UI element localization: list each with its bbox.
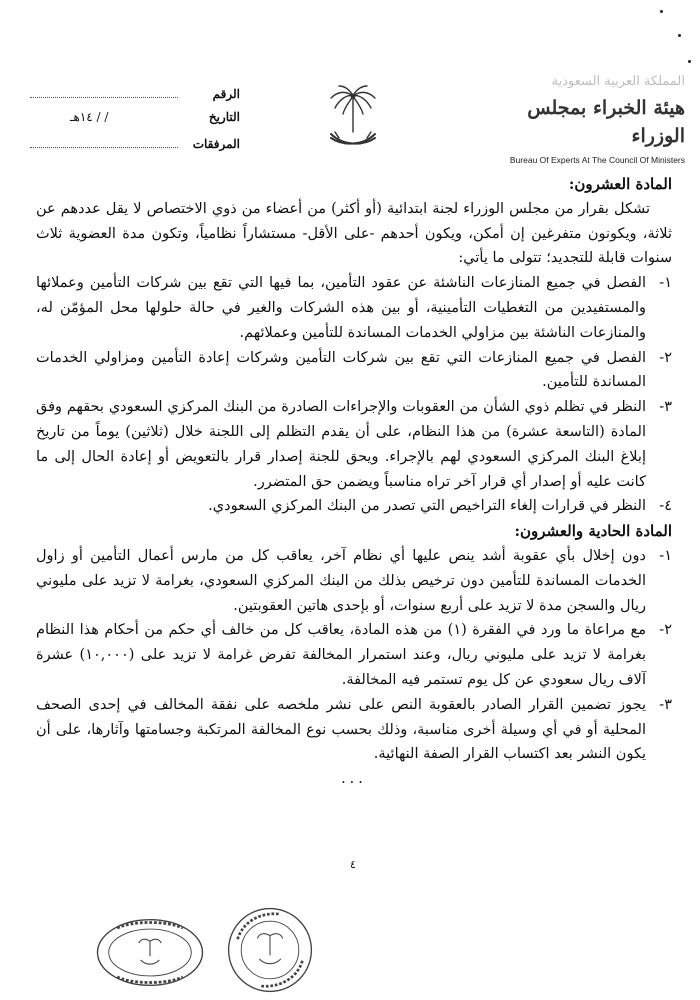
- list-item: [36, 494, 672, 519]
- scan-speck: [678, 34, 681, 37]
- letterhead-country: المملكة العربية السعودية: [551, 74, 685, 89]
- scan-speck: [660, 10, 663, 13]
- document-body: [36, 172, 672, 792]
- list-item: [36, 544, 672, 618]
- article-21-title: المادة الحادية والعشرون:: [514, 522, 672, 541]
- item-number: ١-: [659, 275, 672, 292]
- palm-swords-emblem-icon: [325, 82, 381, 154]
- item-number: ١-: [659, 547, 672, 564]
- item-text: مع مراعاة ما ورد في الفقرة (١) من هذه المادة، يعاقب كل من خالف أي حكم من أحكام هذا النظام بغرامة لا تزيد على مليوني ريال، وعند استمرار المخالفة تفرض غرامة لا تزيد على (١٠,٠٠٠) عشرة آلاف ريال سعودي عن كل يوم تستمر فيه المخالفة.: [36, 622, 646, 688]
- letter-meta-fields: [30, 85, 240, 160]
- article-20-intro: تشكل بقرار من مجلس الوزراء لجنة ابتدائية (أو أكثر) من أعضاء من ذوي الاختصاص لا يقل عددهم عن ثلاثة، ويكونون متفرغين إن أمكن، ويكون أحدهم -على الأقل- مستشاراً نظامياً، وتكون مدة العضوية ثلاث سنوات قابلة للتجديد؛ تتولى ما يأتي:: [36, 200, 672, 267]
- item-text: النظر في قرارات إلغاء التراخيص التي تصدر من البنك المركزي السعودي.: [208, 498, 646, 515]
- item-text: الفصل في جميع المنازعات التي تقع بين شركات التأمين وشركات إعادة التأمين ومزاولي الخدمات المساندة للتأمين.: [36, 349, 646, 391]
- item-text: دون إخلال بأي عقوبة أشد ينص عليها أي نظام آخر، يعاقب كل من مارس أعمال التأمين أو زاول الخدمات المساندة للتأمين دون ترخيص بذلك من البنك المركزي السعودي، بغرامة لا تزيد على مليوني ريال والسجن مدة لا تزيد على أربع سنوات، أو بإحدى هاتين العقوبتين.: [36, 547, 646, 614]
- reference-label: الرقم: [212, 87, 240, 101]
- attachments-row: [30, 135, 240, 160]
- item-number: ٢-: [659, 349, 672, 366]
- official-seal-stamp-icon: [90, 915, 210, 990]
- item-number: ٣-: [659, 399, 672, 416]
- scan-speck: [688, 60, 691, 63]
- item-text: يجوز تضمين القرار الصادر بالعقوبة النص على نشر ملخصه على نفقة المخالف في إحدى الصحف المحلية أو في أي وسيلة أخرى مناسبة، وذلك بحسب نوع المخالفة المرتكبة وجسامتها وآثارها، على أن يكون النشر بعد اكتساب القرار الصفة النهائية.: [36, 696, 646, 763]
- letterhead-bureau-english: Bureau Of Experts At The Council Of Ministers: [509, 155, 685, 165]
- item-number: ٤-: [659, 498, 672, 515]
- reference-line: [30, 85, 178, 98]
- attachments-label: المرفقات: [192, 137, 240, 151]
- continuation-dots: ...: [341, 771, 367, 788]
- list-item: [36, 693, 672, 767]
- date-value: / / ١٤هـ: [70, 110, 109, 124]
- attachments-line: [30, 135, 178, 148]
- item-text: الفصل في جميع المنازعات الناشئة عن عقود التأمين، بما فيها التي تقع بين شركات التأمين وعملائها والمستفيدين من التغطيات التأمينية، أو بين هذه الشركات والغير في حالة حلولها محل المؤمّن له، والمنازعات الناشئة بين مزاولي الخدمات المساندة للتأمين وعملائهم.: [36, 275, 646, 341]
- item-number: ٢-: [659, 622, 672, 639]
- page-number: ٤: [350, 858, 356, 871]
- list-item: [36, 395, 672, 494]
- article-20-title: المادة العشرون:: [568, 175, 672, 193]
- letterhead-bureau-arabic-logo: هيئة الخبراء بمجلس الوزراء: [527, 97, 685, 147]
- official-seal-stamp-icon: [225, 905, 315, 995]
- item-text: النظر في تظلم ذوي الشأن من العقوبات والإجراءات الصادرة من البنك المركزي السعودي بحقهم وفق المادة (التاسعة عشرة) من هذا النظام، على أن يقدم التظلم إلى اللجنة خلال (ثلاثين) يوماً من تاريخ إبلاغ البنك المركزي السعودي لهم بالإجراء. ويحق للجنة إصدار قرار بالتعويض أو إعادة الحال إلى ما كانت عليه أو إصدار أي قرار آخر تراه مناسباً ويضمن حق المتضرر.: [36, 399, 646, 490]
- list-item: [36, 271, 672, 345]
- letterhead-bureau: [470, 72, 685, 166]
- item-number: ٣-: [659, 696, 672, 713]
- reference-row: [30, 85, 240, 110]
- date-label: التاريخ: [208, 110, 240, 124]
- list-item: [36, 346, 672, 396]
- date-row: [30, 110, 240, 135]
- list-item: [36, 618, 672, 692]
